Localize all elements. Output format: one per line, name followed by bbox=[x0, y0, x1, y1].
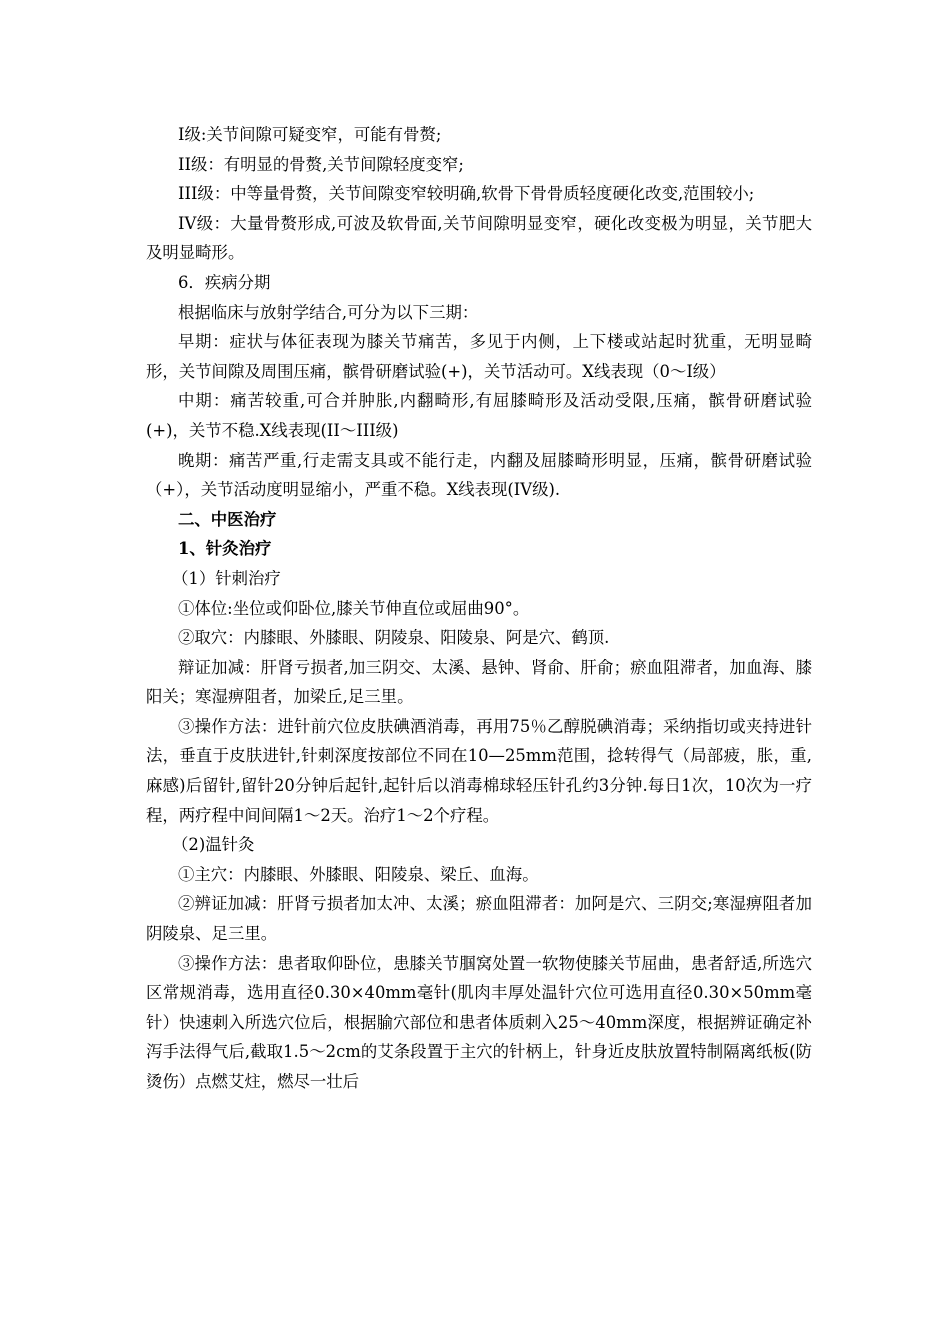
warm-method-paragraph: ③操作方法：患者取仰卧位，患膝关节腘窝处置一软物使膝关节屈曲，患者舒适,所选穴区常规消毒，选用直径0.30×40mm毫针(肌肉丰厚处温针穴位可选用直径0.30×50mm毫针）快速刺入所选穴位后，根据腧穴部位和患者体质刺入25～40mm深度，根据辨证确定补泻手法得气后,截取1.5～2cm的艾条段置于主穴的针柄上，针身近皮肤放置特制隔离纸板(防烫伤）点燃艾炷，燃尽一壮后 bbox=[146, 953, 812, 1091]
warm-main-points-paragraph: ①主穴：内膝眼、外膝眼、阳陵泉、梁丘、血海。 bbox=[178, 864, 539, 884]
needle-syndrome-paragraph: 辩证加减：肝肾亏损者,加三阴交、太溪、悬钟、肾俞、肝俞；瘀血阻滞者，加血海、膝阳关；寒湿痹阻者，加梁丘,足三里。 bbox=[146, 657, 812, 707]
grade-3-paragraph: III级：中等量骨赘，关节间隙变窄较明确,软骨下骨骨质轻度硬化改变,范围较小; bbox=[178, 184, 755, 204]
subsection-heading-acupuncture: 1、针灸治疗 bbox=[178, 539, 272, 559]
grade-4-paragraph: IV级：大量骨赘形成,可波及软骨面,关节间隙明显变窄，硬化改变极为明显，关节肥大及明显畸形。 bbox=[146, 213, 812, 263]
staging-heading: 6．疾病分期 bbox=[178, 272, 271, 292]
document-page bbox=[146, 120, 812, 1097]
late-stage-paragraph: 晚期：痛苦严重,行走需支具或不能行走，内翻及屈膝畸形明显，压痛，髌骨研磨试验（+），关节活动度明显缩小，严重不稳。X线表现(IV级). bbox=[146, 450, 812, 500]
warm-syndrome-paragraph: ②辨证加减：肝肾亏损者加太冲、太溪；瘀血阻滞者：加阿是穴、三阴交;寒湿痹阻者加阴陵泉、足三里。 bbox=[146, 894, 812, 944]
needle-therapy-title: （1）针刺治疗 bbox=[172, 568, 281, 588]
needle-position-paragraph: ①体位:坐位或仰卧位,膝关节伸直位或屈曲90°。 bbox=[178, 598, 530, 618]
warm-needle-title: （2)温针灸 bbox=[172, 835, 255, 855]
needle-points-paragraph: ②取穴：内膝眼、外膝眼、阴陵泉、阳陵泉、阿是穴、鹤顶. bbox=[178, 628, 610, 648]
early-stage-paragraph: 早期：症状与体征表现为膝关节痛苦，多见于内侧，上下楼或站起时犹重，无明显畸形，关节间隙及周围压痛，髌骨研磨试验(+)，关节活动可。X线表现（0～I级） bbox=[146, 332, 812, 381]
grade-1-paragraph: I级:关节间隙可疑变窄，可能有骨赘; bbox=[178, 125, 442, 144]
grade-2-paragraph: II级：有明显的骨赘,关节间隙轻度变窄; bbox=[178, 154, 464, 174]
section-heading-tcm: 二、中医治疗 bbox=[178, 509, 277, 529]
needle-method-paragraph: ③操作方法：进针前穴位皮肤碘酒消毒，再用75％乙醇脱碘消毒；采纳指切或夹持进针法，垂直于皮肤进针,针刺深度按部位不同在10—25mm范围，捻转得气（局部疲，胀，重,麻感)后留针,留针20分钟后起针,起针后以消毒棉球轻压针孔约3分钟.每日1次，10次为一疗程，两疗程中间间隔1～2天。治疗1～2个疗程。 bbox=[146, 716, 812, 825]
staging-intro: 根据临床与放射学结合,可分为以下三期： bbox=[178, 302, 479, 322]
middle-stage-paragraph: 中期：痛苦较重,可合并肿胀,内翻畸形,有屈膝畸形及活动受限,压痛，髌骨研磨试验(+)，关节不稳.X线表现(II～III级) bbox=[146, 391, 812, 440]
